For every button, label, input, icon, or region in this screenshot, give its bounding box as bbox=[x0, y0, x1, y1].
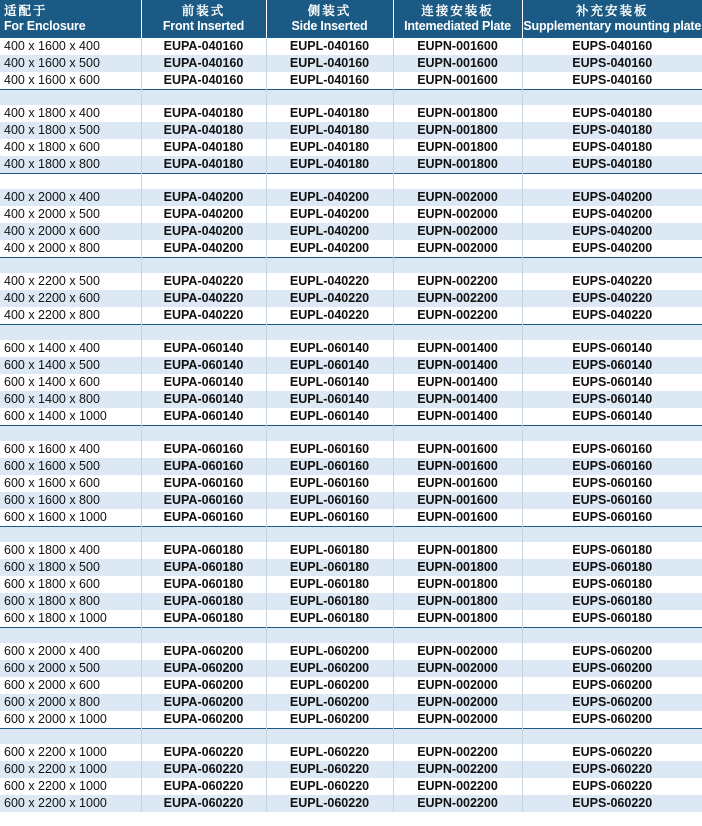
side-inserted-code-cell: EUPL-040180 bbox=[266, 156, 393, 174]
side-inserted-code-cell: EUPL-060140 bbox=[266, 408, 393, 426]
table-row bbox=[0, 391, 702, 408]
intermediated-plate-code-cell: EUPN-001800 bbox=[393, 610, 522, 628]
front-inserted-code-cell: EUPA-040200 bbox=[141, 240, 266, 258]
header-front-inserted bbox=[141, 0, 266, 38]
front-inserted-code-cell: EUPA-060180 bbox=[141, 593, 266, 610]
header-en: For Enclosure bbox=[4, 19, 86, 33]
side-inserted-code-cell: EUPL-060220 bbox=[266, 795, 393, 812]
intermediated-plate-code-cell: EUPN-002000 bbox=[393, 206, 522, 223]
supplementary-plate-code-cell: EUPS-060160 bbox=[522, 458, 702, 475]
side-inserted-code-cell: EUPL-060160 bbox=[266, 509, 393, 527]
separator-cell bbox=[266, 90, 393, 106]
table-row bbox=[0, 38, 702, 55]
table-row bbox=[0, 55, 702, 72]
front-inserted-code-cell: EUPA-060180 bbox=[141, 610, 266, 628]
separator-cell bbox=[522, 729, 702, 745]
intermediated-plate-code-cell: EUPN-002200 bbox=[393, 307, 522, 325]
enclosure-size-cell: 400 x 1800 x 600 bbox=[0, 139, 141, 156]
supplementary-plate-code-cell: EUPS-060180 bbox=[522, 576, 702, 593]
separator-cell bbox=[141, 90, 266, 106]
enclosure-size-cell: 400 x 1600 x 400 bbox=[0, 38, 141, 55]
enclosure-size-cell: 400 x 2000 x 800 bbox=[0, 240, 141, 258]
side-inserted-code-cell: EUPL-060200 bbox=[266, 711, 393, 729]
intermediated-plate-code-cell: EUPN-001800 bbox=[393, 576, 522, 593]
enclosure-size-cell: 600 x 1800 x 400 bbox=[0, 542, 141, 559]
front-inserted-code-cell: EUPA-040180 bbox=[141, 156, 266, 174]
supplementary-plate-code-cell: EUPS-060140 bbox=[522, 374, 702, 391]
enclosure-size-cell: 600 x 1400 x 600 bbox=[0, 374, 141, 391]
intermediated-plate-code-cell: EUPN-001600 bbox=[393, 441, 522, 458]
enclosure-size-cell: 600 x 1600 x 600 bbox=[0, 475, 141, 492]
supplementary-plate-code-cell: EUPS-040200 bbox=[522, 206, 702, 223]
front-inserted-code-cell: EUPA-060140 bbox=[141, 340, 266, 357]
supplementary-plate-code-cell: EUPS-060140 bbox=[522, 357, 702, 374]
header-zh: 侧装式 bbox=[307, 4, 352, 18]
separator-cell bbox=[266, 426, 393, 442]
header-en: Intemediated Plate bbox=[404, 19, 511, 33]
side-inserted-code-cell: EUPL-060180 bbox=[266, 559, 393, 576]
group-separator bbox=[0, 90, 702, 106]
supplementary-plate-code-cell: EUPS-060140 bbox=[522, 408, 702, 426]
intermediated-plate-code-cell: EUPN-002000 bbox=[393, 660, 522, 677]
enclosure-size-cell: 400 x 1600 x 600 bbox=[0, 72, 141, 90]
separator-cell bbox=[266, 527, 393, 543]
separator-cell bbox=[393, 729, 522, 745]
enclosure-size-cell: 600 x 2200 x 1000 bbox=[0, 795, 141, 812]
supplementary-plate-code-cell: EUPS-060180 bbox=[522, 542, 702, 559]
separator-cell bbox=[0, 426, 141, 442]
separator-cell bbox=[522, 174, 702, 190]
separator-cell bbox=[522, 258, 702, 274]
enclosure-size-cell: 600 x 2200 x 1000 bbox=[0, 761, 141, 778]
separator-cell bbox=[522, 90, 702, 106]
table-header bbox=[0, 0, 702, 38]
group-separator bbox=[0, 729, 702, 745]
intermediated-plate-code-cell: EUPN-002000 bbox=[393, 189, 522, 206]
group-separator bbox=[0, 325, 702, 341]
supplementary-plate-code-cell: EUPS-060220 bbox=[522, 761, 702, 778]
supplementary-plate-code-cell: EUPS-040200 bbox=[522, 189, 702, 206]
table-row bbox=[0, 374, 702, 391]
enclosure-size-cell: 400 x 1600 x 500 bbox=[0, 55, 141, 72]
separator-cell bbox=[522, 325, 702, 341]
side-inserted-code-cell: EUPL-060160 bbox=[266, 441, 393, 458]
front-inserted-code-cell: EUPA-060200 bbox=[141, 643, 266, 660]
separator-cell bbox=[141, 174, 266, 190]
table-row bbox=[0, 593, 702, 610]
intermediated-plate-code-cell: EUPN-001600 bbox=[393, 475, 522, 492]
supplementary-plate-code-cell: EUPS-060180 bbox=[522, 610, 702, 628]
separator-cell bbox=[0, 729, 141, 745]
header-supplementary-plate bbox=[522, 0, 702, 38]
supplementary-plate-code-cell: EUPS-060220 bbox=[522, 795, 702, 812]
supplementary-plate-code-cell: EUPS-060220 bbox=[522, 744, 702, 761]
separator-cell bbox=[522, 426, 702, 442]
enclosure-size-cell: 400 x 2000 x 600 bbox=[0, 223, 141, 240]
front-inserted-code-cell: EUPA-060140 bbox=[141, 374, 266, 391]
enclosure-size-cell: 600 x 2000 x 500 bbox=[0, 660, 141, 677]
intermediated-plate-code-cell: EUPN-002000 bbox=[393, 677, 522, 694]
supplementary-plate-code-cell: EUPS-040220 bbox=[522, 307, 702, 325]
table-row bbox=[0, 778, 702, 795]
enclosure-size-cell: 600 x 1400 x 800 bbox=[0, 391, 141, 408]
enclosure-size-cell: 600 x 1800 x 800 bbox=[0, 593, 141, 610]
header-en: Front Inserted bbox=[162, 19, 245, 33]
enclosure-size-cell: 600 x 2000 x 400 bbox=[0, 643, 141, 660]
supplementary-plate-code-cell: EUPS-060200 bbox=[522, 694, 702, 711]
separator-cell bbox=[393, 174, 522, 190]
supplementary-plate-code-cell: EUPS-040180 bbox=[522, 105, 702, 122]
supplementary-plate-code-cell: EUPS-040220 bbox=[522, 290, 702, 307]
table-row bbox=[0, 290, 702, 307]
table-row bbox=[0, 340, 702, 357]
side-inserted-code-cell: EUPL-040220 bbox=[266, 273, 393, 290]
separator-cell bbox=[393, 90, 522, 106]
front-inserted-code-cell: EUPA-040160 bbox=[141, 38, 266, 55]
supplementary-plate-code-cell: EUPS-060220 bbox=[522, 778, 702, 795]
front-inserted-code-cell: EUPA-060140 bbox=[141, 357, 266, 374]
header-zh: 补充安装板 bbox=[575, 4, 649, 18]
table-row bbox=[0, 105, 702, 122]
table-row bbox=[0, 744, 702, 761]
supplementary-plate-code-cell: EUPS-060160 bbox=[522, 441, 702, 458]
side-inserted-code-cell: EUPL-060160 bbox=[266, 475, 393, 492]
side-inserted-code-cell: EUPL-060200 bbox=[266, 660, 393, 677]
table-row bbox=[0, 559, 702, 576]
side-inserted-code-cell: EUPL-060140 bbox=[266, 374, 393, 391]
front-inserted-code-cell: EUPA-060160 bbox=[141, 509, 266, 527]
front-inserted-code-cell: EUPA-040160 bbox=[141, 55, 266, 72]
intermediated-plate-code-cell: EUPN-001800 bbox=[393, 105, 522, 122]
supplementary-plate-code-cell: EUPS-040180 bbox=[522, 156, 702, 174]
enclosure-size-cell: 600 x 1400 x 400 bbox=[0, 340, 141, 357]
front-inserted-code-cell: EUPA-040180 bbox=[141, 105, 266, 122]
header-zh: 前装式 bbox=[181, 4, 226, 18]
intermediated-plate-code-cell: EUPN-002000 bbox=[393, 694, 522, 711]
separator-cell bbox=[266, 174, 393, 190]
table-row bbox=[0, 795, 702, 812]
table-row bbox=[0, 711, 702, 729]
separator-cell bbox=[522, 527, 702, 543]
supplementary-plate-code-cell: EUPS-040180 bbox=[522, 139, 702, 156]
side-inserted-code-cell: EUPL-040180 bbox=[266, 139, 393, 156]
header-zh: 适配于 bbox=[4, 4, 48, 18]
header-en: Side Inserted bbox=[291, 19, 368, 33]
table-row bbox=[0, 761, 702, 778]
front-inserted-code-cell: EUPA-040200 bbox=[141, 189, 266, 206]
table-row bbox=[0, 576, 702, 593]
intermediated-plate-code-cell: EUPN-001600 bbox=[393, 492, 522, 509]
table-row bbox=[0, 408, 702, 426]
table-row bbox=[0, 240, 702, 258]
enclosure-size-cell: 400 x 2000 x 500 bbox=[0, 206, 141, 223]
table-row bbox=[0, 660, 702, 677]
table-row bbox=[0, 475, 702, 492]
front-inserted-code-cell: EUPA-060220 bbox=[141, 778, 266, 795]
intermediated-plate-code-cell: EUPN-002000 bbox=[393, 223, 522, 240]
intermediated-plate-code-cell: EUPN-001800 bbox=[393, 593, 522, 610]
intermediated-plate-code-cell: EUPN-002000 bbox=[393, 711, 522, 729]
front-inserted-code-cell: EUPA-040180 bbox=[141, 122, 266, 139]
front-inserted-code-cell: EUPA-060160 bbox=[141, 441, 266, 458]
side-inserted-code-cell: EUPL-060220 bbox=[266, 778, 393, 795]
enclosure-size-cell: 600 x 1600 x 400 bbox=[0, 441, 141, 458]
front-inserted-code-cell: EUPA-040200 bbox=[141, 206, 266, 223]
table-row bbox=[0, 72, 702, 90]
intermediated-plate-code-cell: EUPN-001800 bbox=[393, 122, 522, 139]
side-inserted-code-cell: EUPL-060160 bbox=[266, 492, 393, 509]
enclosure-size-cell: 600 x 1600 x 500 bbox=[0, 458, 141, 475]
enclosure-size-cell: 600 x 1400 x 1000 bbox=[0, 408, 141, 426]
side-inserted-code-cell: EUPL-040200 bbox=[266, 206, 393, 223]
separator-cell bbox=[393, 325, 522, 341]
separator-cell bbox=[522, 628, 702, 644]
table-row bbox=[0, 307, 702, 325]
side-inserted-code-cell: EUPL-060140 bbox=[266, 340, 393, 357]
side-inserted-code-cell: EUPL-060180 bbox=[266, 593, 393, 610]
side-inserted-code-cell: EUPL-040160 bbox=[266, 72, 393, 90]
enclosure-size-cell: 600 x 2000 x 1000 bbox=[0, 711, 141, 729]
table-row bbox=[0, 542, 702, 559]
intermediated-plate-code-cell: EUPN-002000 bbox=[393, 240, 522, 258]
side-inserted-code-cell: EUPL-060160 bbox=[266, 458, 393, 475]
front-inserted-code-cell: EUPA-060200 bbox=[141, 660, 266, 677]
group-separator bbox=[0, 174, 702, 190]
front-inserted-code-cell: EUPA-060180 bbox=[141, 542, 266, 559]
table-row bbox=[0, 223, 702, 240]
side-inserted-code-cell: EUPL-040180 bbox=[266, 122, 393, 139]
group-separator bbox=[0, 258, 702, 274]
intermediated-plate-code-cell: EUPN-002200 bbox=[393, 273, 522, 290]
table-row bbox=[0, 677, 702, 694]
intermediated-plate-code-cell: EUPN-001600 bbox=[393, 72, 522, 90]
front-inserted-code-cell: EUPA-040220 bbox=[141, 273, 266, 290]
table-row bbox=[0, 139, 702, 156]
front-inserted-code-cell: EUPA-060200 bbox=[141, 677, 266, 694]
table-row bbox=[0, 357, 702, 374]
separator-cell bbox=[0, 258, 141, 274]
side-inserted-code-cell: EUPL-040220 bbox=[266, 307, 393, 325]
side-inserted-code-cell: EUPL-040180 bbox=[266, 105, 393, 122]
front-inserted-code-cell: EUPA-060220 bbox=[141, 795, 266, 812]
separator-cell bbox=[0, 174, 141, 190]
intermediated-plate-code-cell: EUPN-002200 bbox=[393, 744, 522, 761]
side-inserted-code-cell: EUPL-040160 bbox=[266, 38, 393, 55]
supplementary-plate-code-cell: EUPS-060180 bbox=[522, 593, 702, 610]
enclosure-size-cell: 400 x 1800 x 400 bbox=[0, 105, 141, 122]
side-inserted-code-cell: EUPL-060220 bbox=[266, 761, 393, 778]
intermediated-plate-code-cell: EUPN-002200 bbox=[393, 290, 522, 307]
intermediated-plate-code-cell: EUPN-001600 bbox=[393, 55, 522, 72]
enclosure-size-cell: 600 x 2200 x 1000 bbox=[0, 778, 141, 795]
table-row bbox=[0, 206, 702, 223]
front-inserted-code-cell: EUPA-060160 bbox=[141, 475, 266, 492]
header-intermediated-plate bbox=[393, 0, 522, 38]
separator-cell bbox=[393, 258, 522, 274]
supplementary-plate-code-cell: EUPS-040180 bbox=[522, 122, 702, 139]
intermediated-plate-code-cell: EUPN-001800 bbox=[393, 559, 522, 576]
supplementary-plate-code-cell: EUPS-060160 bbox=[522, 492, 702, 509]
front-inserted-code-cell: EUPA-060200 bbox=[141, 694, 266, 711]
enclosure-size-cell: 400 x 1800 x 500 bbox=[0, 122, 141, 139]
intermediated-plate-code-cell: EUPN-001400 bbox=[393, 340, 522, 357]
table-row bbox=[0, 122, 702, 139]
separator-cell bbox=[266, 628, 393, 644]
supplementary-plate-code-cell: EUPS-040160 bbox=[522, 38, 702, 55]
header-side-inserted bbox=[266, 0, 393, 38]
enclosure-size-cell: 600 x 1800 x 500 bbox=[0, 559, 141, 576]
supplementary-plate-code-cell: EUPS-040160 bbox=[522, 72, 702, 90]
front-inserted-code-cell: EUPA-040160 bbox=[141, 72, 266, 90]
enclosure-size-cell: 400 x 2200 x 800 bbox=[0, 307, 141, 325]
separator-cell bbox=[393, 426, 522, 442]
intermediated-plate-code-cell: EUPN-001600 bbox=[393, 509, 522, 527]
side-inserted-code-cell: EUPL-060200 bbox=[266, 694, 393, 711]
side-inserted-code-cell: EUPL-040200 bbox=[266, 189, 393, 206]
side-inserted-code-cell: EUPL-060180 bbox=[266, 610, 393, 628]
table-row bbox=[0, 492, 702, 509]
separator-cell bbox=[266, 325, 393, 341]
enclosure-size-cell: 400 x 1800 x 800 bbox=[0, 156, 141, 174]
separator-cell bbox=[0, 90, 141, 106]
supplementary-plate-code-cell: EUPS-040200 bbox=[522, 240, 702, 258]
intermediated-plate-code-cell: EUPN-001600 bbox=[393, 38, 522, 55]
table-body bbox=[0, 38, 702, 812]
header-for-enclosure bbox=[0, 0, 141, 38]
enclosure-size-cell: 600 x 1600 x 800 bbox=[0, 492, 141, 509]
separator-cell bbox=[0, 325, 141, 341]
intermediated-plate-code-cell: EUPN-001400 bbox=[393, 374, 522, 391]
side-inserted-code-cell: EUPL-060140 bbox=[266, 391, 393, 408]
header-en: Supplementary mounting plate bbox=[523, 19, 702, 33]
enclosure-size-cell: 600 x 1800 x 1000 bbox=[0, 610, 141, 628]
front-inserted-code-cell: EUPA-040200 bbox=[141, 223, 266, 240]
intermediated-plate-code-cell: EUPN-002200 bbox=[393, 761, 522, 778]
table-row bbox=[0, 156, 702, 174]
side-inserted-code-cell: EUPL-060180 bbox=[266, 542, 393, 559]
group-separator bbox=[0, 628, 702, 644]
intermediated-plate-code-cell: EUPN-002000 bbox=[393, 643, 522, 660]
table-row bbox=[0, 509, 702, 527]
intermediated-plate-code-cell: EUPN-001400 bbox=[393, 408, 522, 426]
header-zh: 连接安装板 bbox=[421, 4, 494, 18]
enclosure-size-cell: 600 x 2000 x 800 bbox=[0, 694, 141, 711]
intermediated-plate-code-cell: EUPN-001800 bbox=[393, 542, 522, 559]
group-separator bbox=[0, 426, 702, 442]
supplementary-plate-code-cell: EUPS-060200 bbox=[522, 677, 702, 694]
front-inserted-code-cell: EUPA-040220 bbox=[141, 290, 266, 307]
side-inserted-code-cell: EUPL-060180 bbox=[266, 576, 393, 593]
side-inserted-code-cell: EUPL-040200 bbox=[266, 223, 393, 240]
supplementary-plate-code-cell: EUPS-060160 bbox=[522, 475, 702, 492]
separator-cell bbox=[141, 258, 266, 274]
enclosure-size-cell: 600 x 1400 x 500 bbox=[0, 357, 141, 374]
front-inserted-code-cell: EUPA-060200 bbox=[141, 711, 266, 729]
front-inserted-code-cell: EUPA-060160 bbox=[141, 458, 266, 475]
front-inserted-code-cell: EUPA-060180 bbox=[141, 576, 266, 593]
separator-cell bbox=[141, 729, 266, 745]
table-row bbox=[0, 189, 702, 206]
side-inserted-code-cell: EUPL-040200 bbox=[266, 240, 393, 258]
enclosure-size-cell: 400 x 2000 x 400 bbox=[0, 189, 141, 206]
supplementary-plate-code-cell: EUPS-040160 bbox=[522, 55, 702, 72]
front-inserted-code-cell: EUPA-060140 bbox=[141, 408, 266, 426]
separator-cell bbox=[393, 527, 522, 543]
intermediated-plate-code-cell: EUPN-001400 bbox=[393, 357, 522, 374]
table-row bbox=[0, 273, 702, 290]
front-inserted-code-cell: EUPA-060180 bbox=[141, 559, 266, 576]
intermediated-plate-code-cell: EUPN-001600 bbox=[393, 458, 522, 475]
table-row bbox=[0, 610, 702, 628]
enclosure-size-cell: 600 x 1800 x 600 bbox=[0, 576, 141, 593]
separator-cell bbox=[141, 527, 266, 543]
side-inserted-code-cell: EUPL-060200 bbox=[266, 677, 393, 694]
front-inserted-code-cell: EUPA-060160 bbox=[141, 492, 266, 509]
supplementary-plate-code-cell: EUPS-060200 bbox=[522, 643, 702, 660]
side-inserted-code-cell: EUPL-060220 bbox=[266, 744, 393, 761]
supplementary-plate-code-cell: EUPS-040200 bbox=[522, 223, 702, 240]
side-inserted-code-cell: EUPL-040220 bbox=[266, 290, 393, 307]
group-separator bbox=[0, 527, 702, 543]
separator-cell bbox=[266, 258, 393, 274]
front-inserted-code-cell: EUPA-040220 bbox=[141, 307, 266, 325]
separator-cell bbox=[141, 628, 266, 644]
supplementary-plate-code-cell: EUPS-060180 bbox=[522, 559, 702, 576]
supplementary-plate-code-cell: EUPS-060160 bbox=[522, 509, 702, 527]
intermediated-plate-code-cell: EUPN-002200 bbox=[393, 778, 522, 795]
side-inserted-code-cell: EUPL-060200 bbox=[266, 643, 393, 660]
supplementary-plate-code-cell: EUPS-060200 bbox=[522, 711, 702, 729]
table-row bbox=[0, 441, 702, 458]
separator-cell bbox=[0, 527, 141, 543]
supplementary-plate-code-cell: EUPS-060140 bbox=[522, 340, 702, 357]
intermediated-plate-code-cell: EUPN-001800 bbox=[393, 139, 522, 156]
separator-cell bbox=[393, 628, 522, 644]
intermediated-plate-code-cell: EUPN-001400 bbox=[393, 391, 522, 408]
intermediated-plate-code-cell: EUPN-001800 bbox=[393, 156, 522, 174]
separator-cell bbox=[0, 628, 141, 644]
table-row bbox=[0, 643, 702, 660]
intermediated-plate-code-cell: EUPN-002200 bbox=[393, 795, 522, 812]
enclosure-size-cell: 400 x 2200 x 600 bbox=[0, 290, 141, 307]
supplementary-plate-code-cell: EUPS-040220 bbox=[522, 273, 702, 290]
supplementary-plate-code-cell: EUPS-060140 bbox=[522, 391, 702, 408]
separator-cell bbox=[141, 426, 266, 442]
separator-cell bbox=[266, 729, 393, 745]
separator-cell bbox=[141, 325, 266, 341]
front-inserted-code-cell: EUPA-060220 bbox=[141, 761, 266, 778]
side-inserted-code-cell: EUPL-060140 bbox=[266, 357, 393, 374]
supplementary-plate-code-cell: EUPS-060200 bbox=[522, 660, 702, 677]
front-inserted-code-cell: EUPA-060140 bbox=[141, 391, 266, 408]
side-inserted-code-cell: EUPL-040160 bbox=[266, 55, 393, 72]
enclosure-size-cell: 600 x 2200 x 1000 bbox=[0, 744, 141, 761]
front-inserted-code-cell: EUPA-040180 bbox=[141, 139, 266, 156]
table-row bbox=[0, 458, 702, 475]
enclosure-size-cell: 600 x 2000 x 600 bbox=[0, 677, 141, 694]
enclosure-size-cell: 600 x 1600 x 1000 bbox=[0, 509, 141, 527]
front-inserted-code-cell: EUPA-060220 bbox=[141, 744, 266, 761]
table-row bbox=[0, 694, 702, 711]
enclosure-size-cell: 400 x 2200 x 500 bbox=[0, 273, 141, 290]
